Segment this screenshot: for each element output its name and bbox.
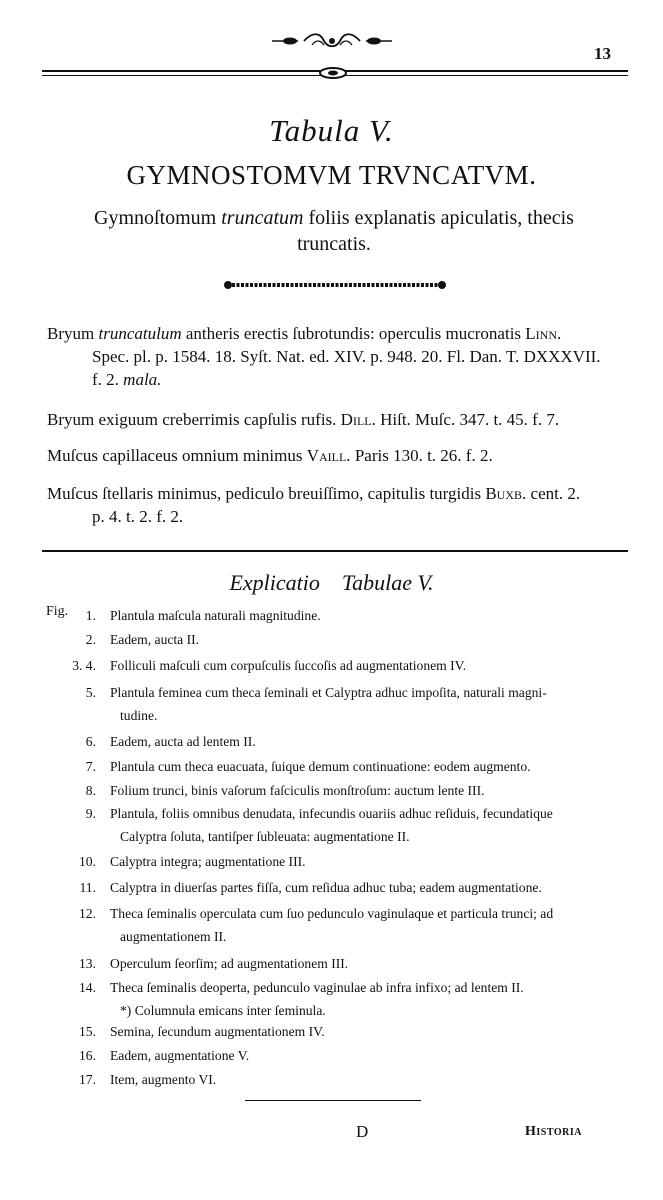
synonym-dillenius: Bryum exiguum creberrimis capſulis rufis. Dill. Hiſt. Muſc. 347. t. 45. f. 7.	[47, 410, 560, 429]
figure-description	[110, 604, 606, 627]
description-line: Calyptra integra; augmentatione III.	[110, 854, 306, 869]
synonym-linnaeus: Bryum truncatulum antheris erectis ſubrotundis: operculis mucronatis Linn. Spec. pl. p. 1584. 18. Syſt. Nat. ed. XIV. p. 948. 20. Fl. Dan. T. DXXXVII. f. 2. mala.	[47, 324, 601, 389]
description-line: tudine.	[120, 708, 158, 723]
description-line: Eadem, aucta ad lentem II.	[110, 734, 256, 749]
figure-description	[110, 952, 606, 975]
figure-description	[110, 802, 606, 848]
description-line: Plantula maſcula naturali magnitudine.	[110, 608, 321, 623]
figure-description	[110, 730, 606, 753]
species-title: GYMNOSTOMVM TRVNCATVM.	[126, 160, 537, 190]
description-line: Semina, ſecundum augmentationem IV.	[110, 1024, 325, 1039]
figure-description	[110, 681, 606, 727]
figure-number: 13.	[79, 956, 96, 971]
description-line: augmentationem II.	[120, 929, 227, 944]
description-line: Plantula, foliis omnibus denudata, infecundis ouariis adhuc reſiduis, fecundatique	[110, 806, 553, 821]
bottom-rule	[245, 1100, 421, 1101]
figure-description	[110, 1020, 606, 1043]
description-line: Eadem, augmentatione V.	[110, 1048, 250, 1063]
figure-number: 14.	[79, 980, 96, 995]
description-line: Calyptra in diuerſas partes fiſſa, cum reſidua adhuc tuba; eadem augmentatione.	[110, 880, 542, 895]
figure-number: 10.	[79, 854, 96, 869]
chain-divider	[222, 279, 448, 291]
section-rule	[42, 550, 628, 552]
figure-description	[110, 779, 606, 802]
figure-number: 8.	[85, 783, 96, 798]
description-line: *) Columnula emicans inter ſeminula.	[120, 1003, 326, 1018]
top-rule-knot	[318, 66, 348, 80]
explicatio-heading: Explicatio Tabulae V.	[229, 570, 434, 595]
figure-description	[110, 1044, 606, 1067]
synonym-vaillant: Muſcus capillaceus omnium minimus Vaill. Paris 130. t. 26. f. 2.	[47, 446, 493, 465]
species-description: Gymnoſtomum truncatum foliis explanatis apiculatis, thecis truncatis.	[94, 207, 574, 255]
description-line: Theca ſeminalis deoperta, pedunculo vaginulae ab infra infixo; ad lentem II.	[110, 980, 524, 995]
figure-number: 11.	[79, 880, 96, 895]
description-line: Folium trunci, binis vaſorum faſciculis monſtroſum: auctum lente III.	[110, 783, 485, 798]
figure-description	[110, 876, 606, 899]
figure-number: 17.	[79, 1072, 96, 1087]
figure-number: 12.	[79, 906, 96, 921]
figure-description	[110, 755, 606, 778]
signature-mark: D	[356, 1122, 369, 1141]
fig-label: Fig.	[46, 604, 69, 619]
description-line: Theca ſeminalis operculata cum ſuo pedunculo vaginulaque et particula trunci; ad	[110, 906, 554, 921]
synonym-buxbaum: Muſcus ſtellaris minimus, pediculo breuiſſimo, capitulis turgidis Buxb. cent. 2. p. 4. t. 2. f. 2.	[47, 484, 581, 526]
figure-number: 3. 4.	[72, 658, 96, 673]
figure-number: 6.	[85, 734, 96, 749]
header-ornament	[268, 33, 396, 49]
figure-description	[110, 976, 606, 1022]
figure-number: 5.	[85, 685, 96, 700]
figure-number: 16.	[79, 1048, 96, 1063]
figure-number: 15.	[79, 1024, 96, 1039]
figure-number: 9.	[85, 806, 96, 821]
figure-description	[110, 628, 606, 651]
figure-number: 7.	[85, 759, 96, 774]
page-number: 13	[594, 44, 611, 63]
catchword: Historia	[525, 1124, 582, 1139]
description-line: Eadem, aucta II.	[110, 632, 200, 647]
figure-description	[110, 654, 606, 677]
figure-description	[110, 850, 606, 873]
figure-description	[110, 902, 606, 948]
description-line: Calyptra ſoluta, tantiſper ſubleuata: augmentatione II.	[120, 829, 410, 844]
description-line: Plantula feminea cum theca ſeminali et Calyptra adhuc impoſita, naturali magni-	[110, 685, 547, 700]
description-line: Operculum ſeorſim; ad augmentationem III.	[110, 956, 349, 971]
tabula-heading: Tabula V.	[269, 113, 394, 148]
description-line: Plantula cum theca euacuata, ſuique demum continuatione: eodem augmento.	[110, 759, 531, 774]
description-line: Folliculi maſculi cum corpuſculis ſuccoſis ad augmentationem IV.	[110, 658, 467, 673]
figure-number: 1.	[85, 608, 96, 623]
figure-number: 2.	[85, 632, 96, 647]
description-line: Item, augmento VI.	[110, 1072, 217, 1087]
figure-description	[110, 1068, 606, 1091]
